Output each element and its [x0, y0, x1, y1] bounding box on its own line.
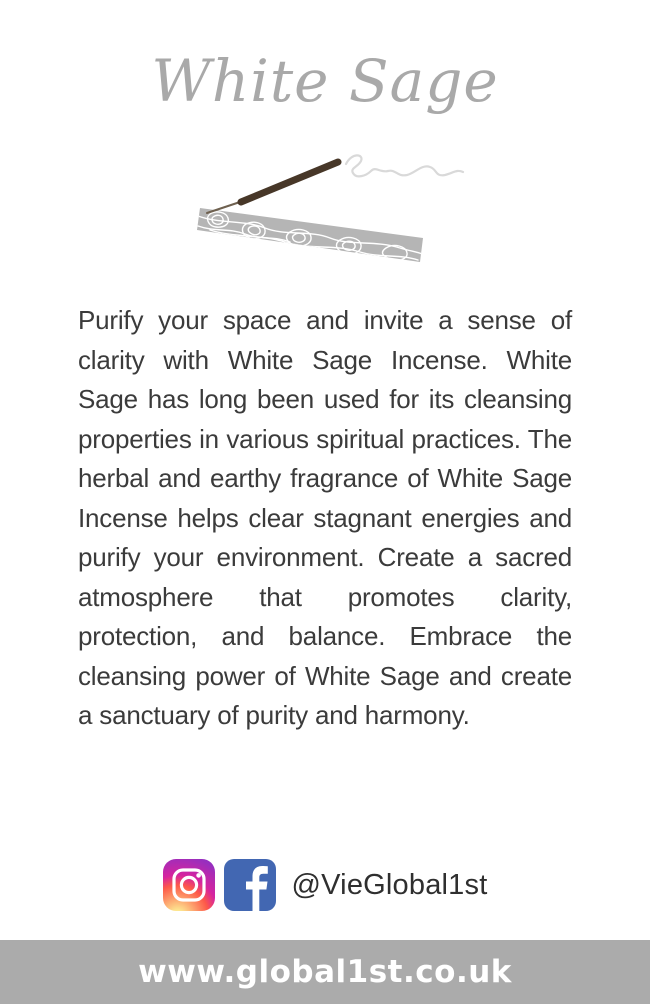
product-description: Purify your space and invite a sense of clarity with White Sage Incense. White Sage has long been used for its cleansing properties in various spiritual practices. The herbal and earthy fragrance of White Sage Incense helps clear stagnant energies and purify your environment. Create a sacred atmosphere that promotes clarity, protection, and balance. Embrace the cleansing power of White Sage and create a sanctuary of purity and harmony. [78, 305, 572, 730]
smoke-icon [346, 155, 463, 176]
incense-illustration [150, 140, 480, 285]
social-row [0, 858, 650, 912]
footer-bar [0, 940, 650, 1004]
facebook-icon[interactable] [224, 859, 276, 911]
incense-holder [197, 208, 423, 262]
incense-illustration-svg [150, 140, 480, 285]
website-url[interactable]: www.global1st.co.uk [138, 954, 512, 990]
instagram-icon[interactable] [163, 859, 215, 911]
social-handle: @VieGlobal1st [291, 868, 488, 901]
incense-stick [207, 162, 338, 213]
page-title: White Sage [151, 47, 499, 115]
